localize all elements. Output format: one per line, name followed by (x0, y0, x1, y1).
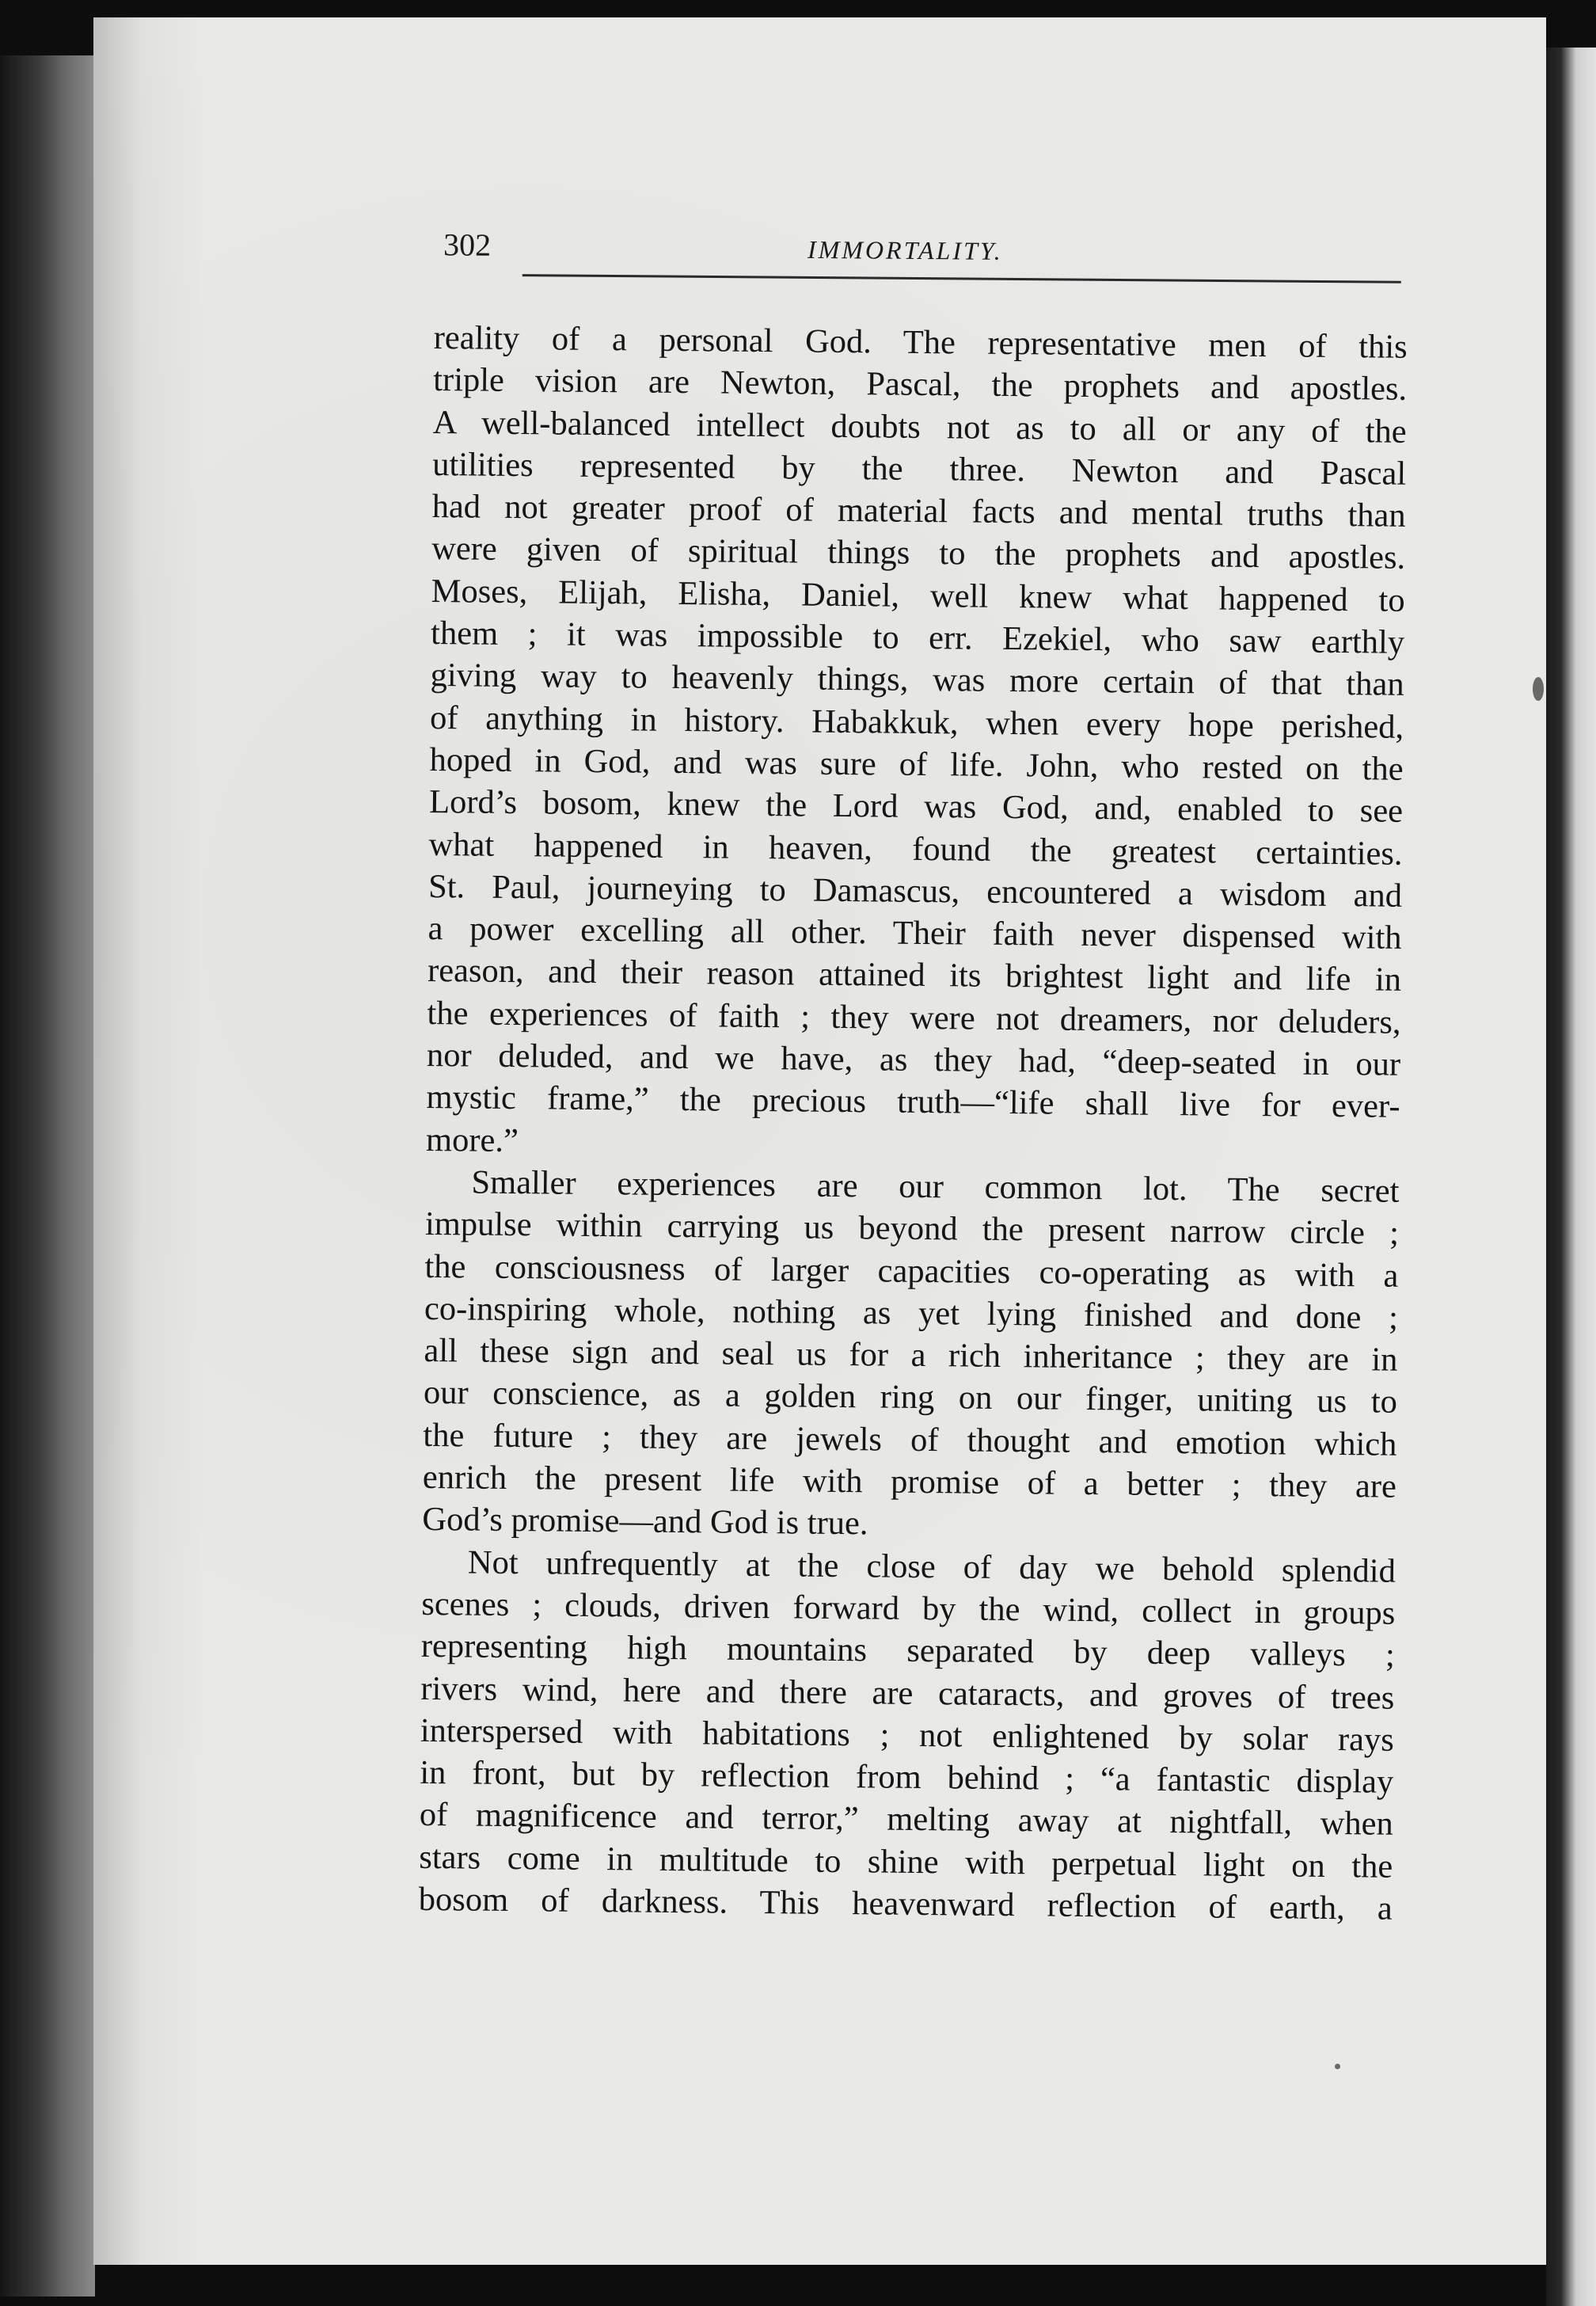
facing-page-edge (1546, 48, 1596, 2306)
text-line: were given of spiritual things to the prophets and apostles. (431, 530, 1406, 577)
text-line: stars come in multitude to shine with perpetual light on the (419, 1838, 1393, 1886)
text-line: had not greater proof of material facts and mental truths than (431, 488, 1406, 535)
text-line: Moses, Elijah, Elisha, Daniel, well knew what happened to (431, 572, 1405, 619)
text-line: the future ; they are jewels of thought and emotion which (423, 1416, 1397, 1463)
text-line: mystic frame,” the precious truth—“life shall live for ever- (426, 1079, 1400, 1126)
text-line: representing high mountains separated by deep valleys ; (420, 1627, 1396, 1674)
text-line: St. Paul, journeying to Damascus, encountered a wisdom and (428, 867, 1403, 915)
text-line: the consciousness of larger capacities co-operating as with a (424, 1247, 1399, 1295)
text-line: reason, and their reason attained its brightest light and life in (427, 952, 1402, 999)
text-line: God’s promise—and God is true. (422, 1501, 868, 1543)
text-line: A well-balanced intellect doubts not as to all or any of the (432, 403, 1407, 451)
text-line: triple vision are Newton, Pascal, the prophets and apostles. (433, 361, 1408, 409)
text-line: a power excelling all other. Their faith never dispensed with (428, 910, 1402, 957)
text-line: in front, but by reflection from behind ; “a fantastic display (420, 1754, 1394, 1801)
text-line: giving way to heavenly things, was more certain of that than (430, 656, 1404, 704)
text-line: our conscience, as a golden ring on our finger, uniting us to (423, 1374, 1398, 1421)
text-line: more.” (425, 1121, 519, 1159)
text-line: all these sign and seal us for a rich inheritance ; they are in (424, 1332, 1398, 1379)
text-line: Lord’s bosom, knew the Lord was God, and, enabled to see (428, 783, 1404, 831)
text-line: co-inspiring whole, nothing as yet lying finished and done ; (424, 1289, 1399, 1337)
ink-speck (1335, 2064, 1340, 2069)
text-line: Smaller experiences are our common lot. The secret (471, 1163, 1400, 1210)
text-line: rivers wind, here and there are cataracts, and groves of trees (420, 1669, 1395, 1717)
text-line: enrich the present life with promise of a better ; they are (422, 1458, 1397, 1505)
page-header (443, 226, 1393, 280)
text-line: hoped in God, and was sure of life. John, who rested on the (429, 740, 1404, 788)
text-line: bosom of darkness. This heavenward reflection of earth, a (418, 1880, 1393, 1927)
text-line: what happened in heaven, found the greatest certainties. (428, 825, 1403, 873)
text-line: them ; it was impossible to err. Ezekiel, who saw earthly (430, 615, 1405, 661)
text-line: of magnificence and terror,” melting away at nightfall, when (419, 1796, 1394, 1844)
text-line: the experiences of faith ; they were not dreamers, nor deluders, (427, 994, 1401, 1041)
text-line: reality of a personal God. The representative men of this (433, 318, 1408, 366)
text-line: utilities represented by the three. Newton and Pascal (431, 445, 1407, 493)
text-line: Not unfrequently at the close of day we behold splendid (467, 1543, 1396, 1590)
book-page-edges (0, 55, 95, 2296)
text-line: scenes ; clouds, driven forward by the wind, collect in groups (421, 1585, 1396, 1632)
body-text (419, 317, 1408, 1930)
text-line: of anything in history. Habakkuk, when every hope perished, (429, 698, 1404, 746)
text-line: impulse within carrying us beyond the present narrow circle ; (424, 1205, 1400, 1252)
page-number: 302 (443, 226, 492, 263)
ink-speck (1533, 677, 1544, 701)
text-line: nor deluded, and we have, as they had, “deep-seated in our (426, 1037, 1401, 1083)
text-line: interspersed with habitations ; not enlightened by solar rays (420, 1711, 1395, 1759)
running-head: IMMORTALITY. (807, 234, 1003, 265)
